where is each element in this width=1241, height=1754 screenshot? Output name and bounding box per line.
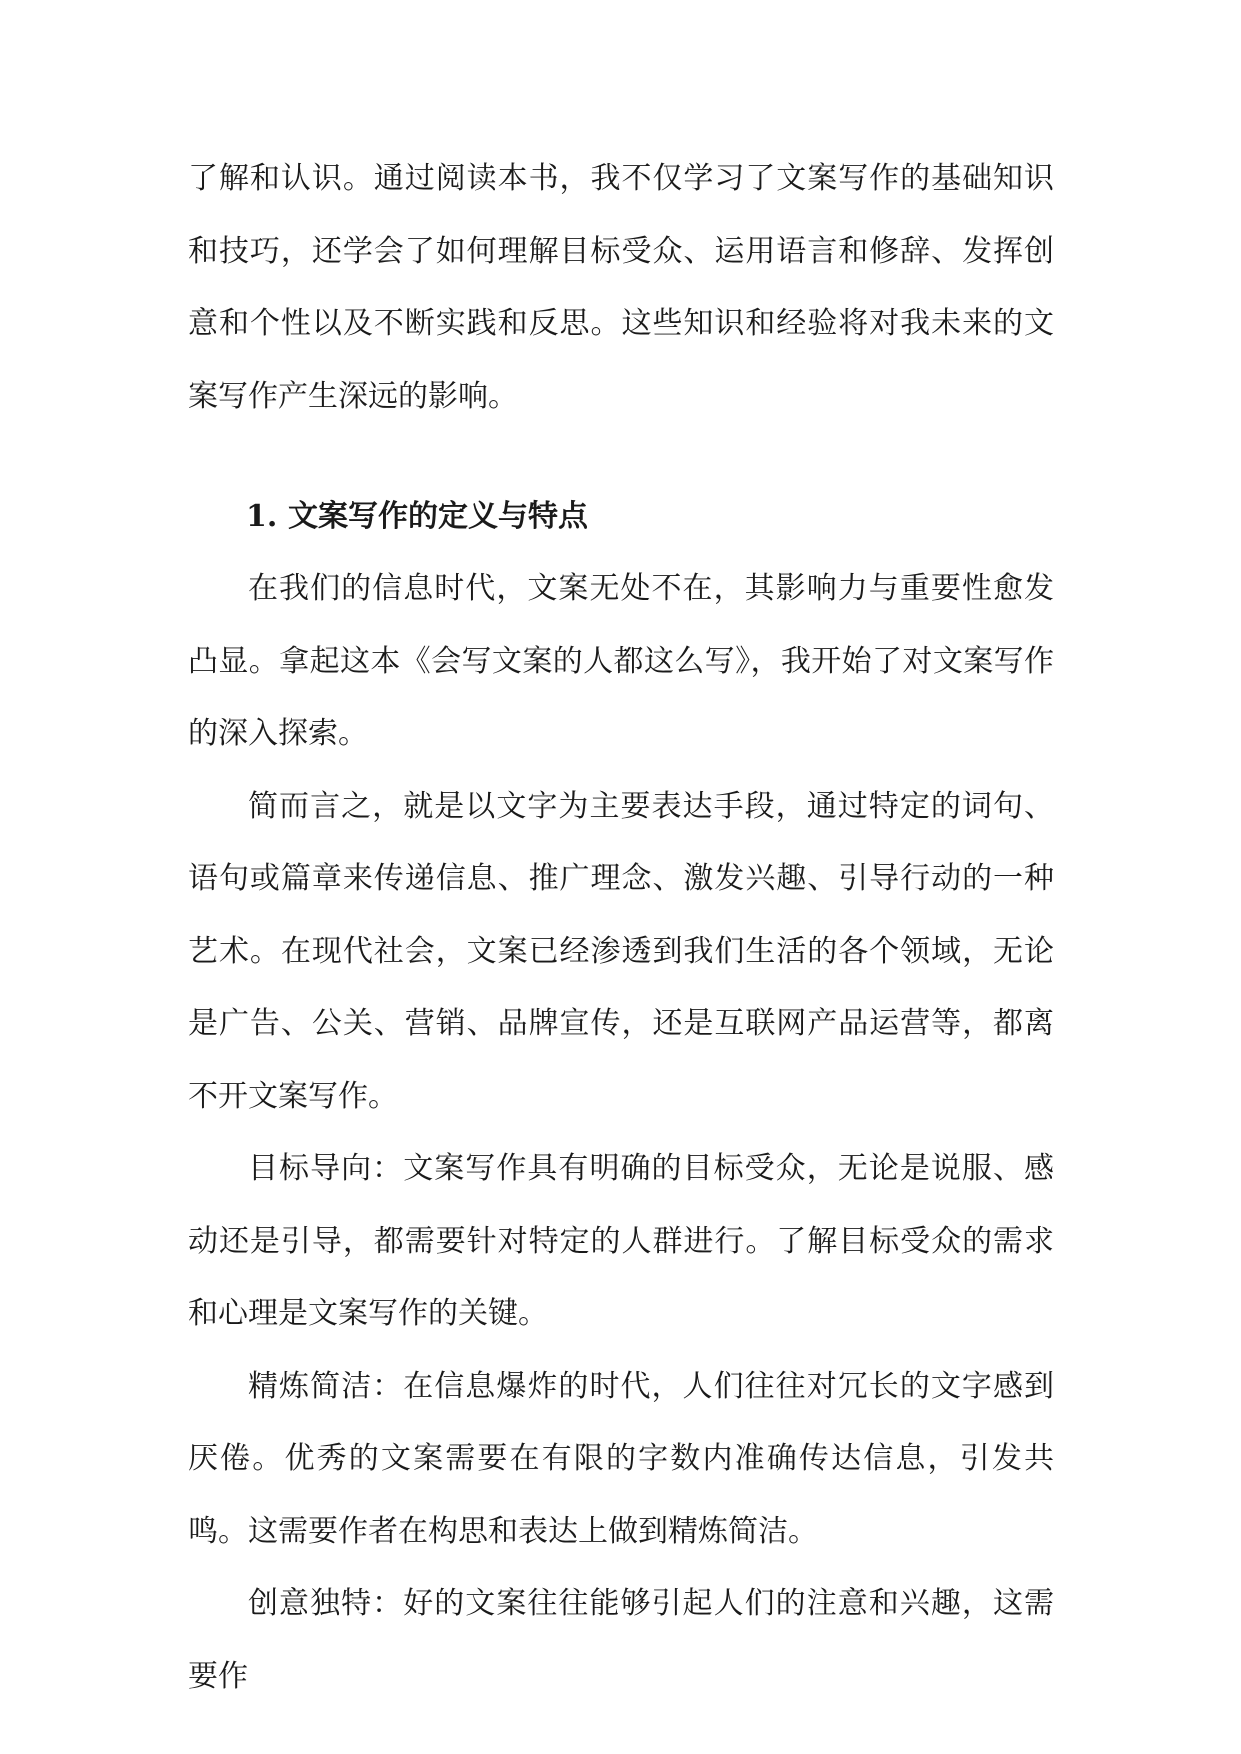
section-number: 1. [246,499,278,534]
section-heading [188,481,1054,553]
body-paragraph: 精炼简洁：在信息爆炸的时代，人们往往对冗长的文字感到厌倦。优秀的文案需要在有限的字数内准确传达信息，引发共鸣。这需要作者在构思和表达上做到精炼简洁。 [188,1368,1054,1549]
body-paragraph: 在我们的信息时代，文案无处不在，其影响力与重要性愈发凸显。拿起这本《会写文案的人都这么写》，我开始了对文案写作的深入探索。 [188,571,1054,751]
document-page [188,143,1054,1713]
body-paragraph: 创意独特：好的文案往往能够引起人们的注意和兴趣，这需要作 [188,1586,1054,1694]
intro-paragraph: 了解和认识。通过阅读本书，我不仅学习了文案写作的基础知识和技巧，还学会了如何理解目标受众、运用语言和修辞、发挥创意和个性以及不断实践和反思。这些知识和经验将对我未来的文案写作产生深远的影响。 [188,161,1054,414]
body-paragraph: 简而言之，就是以文字为主要表达手段，通过特定的词句、语句或篇章来传递信息、推广理念、激发兴趣、引导行动的一种艺术。在现代社会，文案已经渗透到我们生活的各个领域，无论是广告、公关、营销、品牌宣传，还是互联网产品运营等，都离不开文案写作。 [188,788,1054,1114]
section-title: 文案写作的定义与特点 [288,499,588,534]
body-paragraph: 目标导向：文案写作具有明确的目标受众，无论是说服、感动还是引导，都需要针对特定的人群进行。了解目标受众的需求和心理是文案写作的关键。 [188,1151,1054,1331]
